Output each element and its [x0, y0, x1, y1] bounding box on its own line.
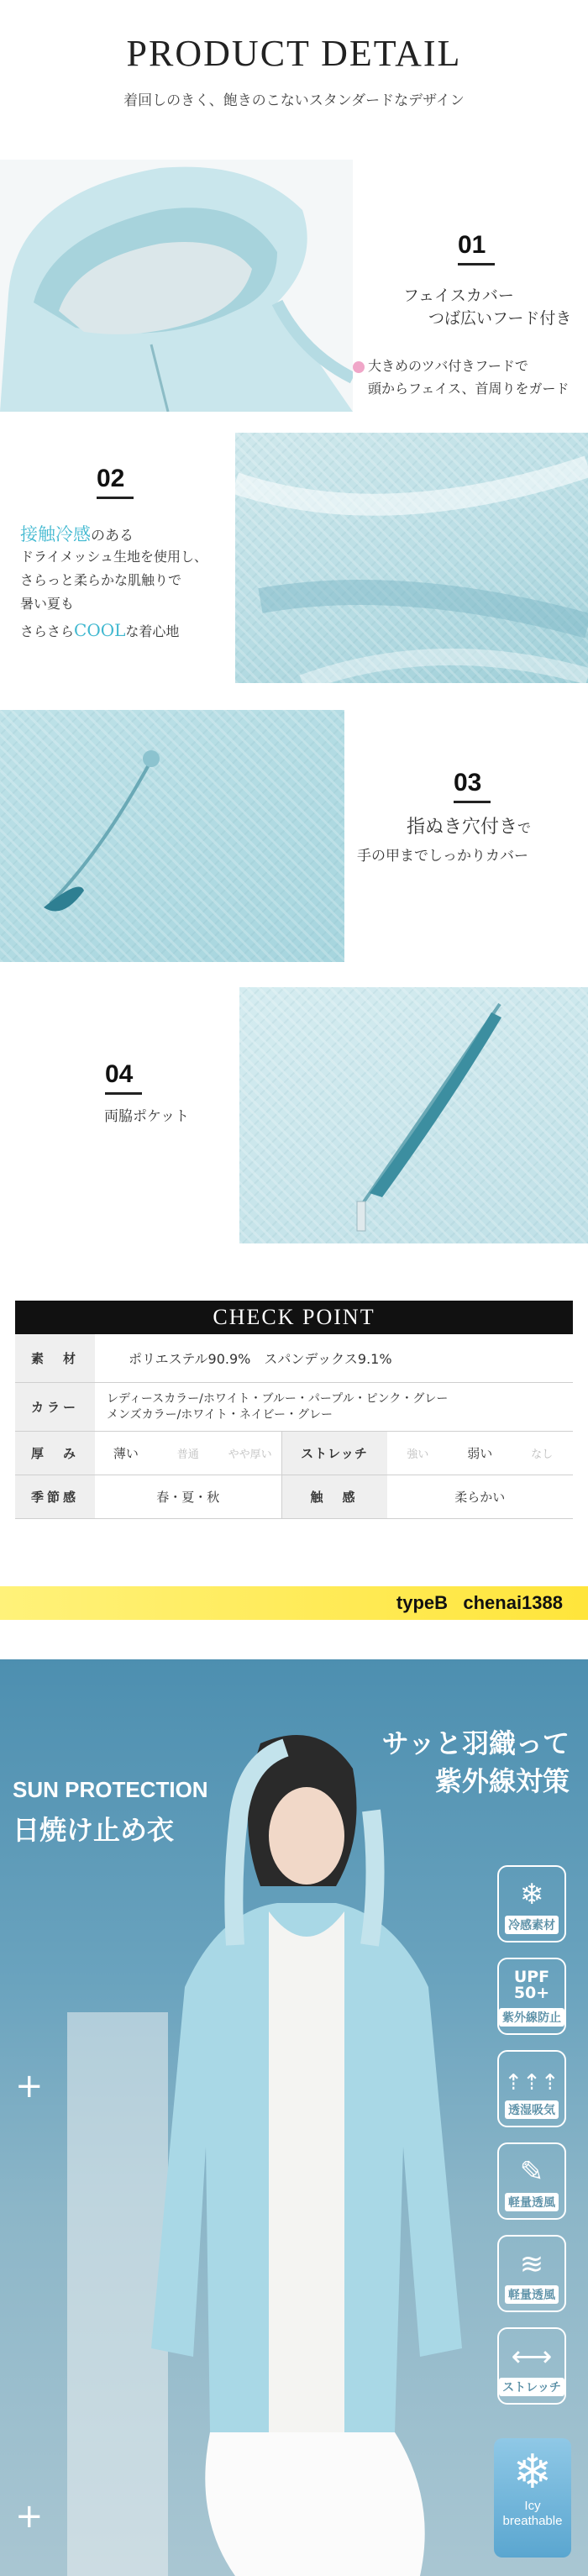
type-b-label: typeB chenai1388 — [396, 1592, 563, 1613]
feature-badges — [497, 1865, 571, 2420]
thickness-stretch-row — [15, 1432, 573, 1475]
color-row — [15, 1383, 573, 1432]
touch-value: 柔らかい — [454, 1490, 506, 1505]
snowflake-icon: ❄ — [519, 1878, 544, 1911]
check-point-table — [15, 1301, 573, 1519]
stretch-option-none: なし — [531, 1448, 554, 1461]
pocket-zipper-illustration — [239, 987, 588, 1243]
badge-breathable: ≋ 軽量透風 — [497, 2235, 566, 2312]
section-04-line-1: 両脇ポケット — [104, 1108, 190, 1125]
section-02-line-3: さらっと柔らかな肌触りで — [20, 572, 182, 588]
plus-icon: + — [15, 2067, 44, 2105]
cool-touch-highlight: 接触冷感 — [20, 524, 91, 544]
pink-dot-icon — [353, 361, 365, 373]
section-number-04: 04 — [105, 1060, 142, 1095]
material-value: ポリエステル90.9% スパンデックス9.1% — [129, 1351, 392, 1367]
hero-copy-line-2: 紫外線対策 — [434, 1765, 570, 1797]
badge-uv-protection: UPF 50+ 紫外線防止 — [497, 1958, 566, 2035]
sun-protection-en: SUN PROTECTION — [13, 1777, 208, 1802]
section-02-line-5: さらさらCOOLな着心地 — [20, 620, 180, 640]
type-b-banner — [0, 1586, 588, 1620]
color-label: カラー — [15, 1383, 95, 1431]
section-number-03: 03 — [454, 769, 491, 803]
section-03-line-1: 指ぬき穴付きで — [407, 817, 532, 838]
badge-stretch: ⟷ ストレッチ — [497, 2327, 566, 2405]
stretch-option-strong: 強い — [407, 1448, 429, 1461]
pocket-photo — [239, 987, 588, 1243]
section-01-desc-2: 頭からフェイス、首周りをガード — [368, 381, 570, 397]
hero-copy-line-1: サッと羽織って — [381, 1727, 570, 1759]
hero-banner — [0, 1659, 588, 2576]
section-02-line-2: ドライメッシュ生地を使用し、 — [20, 549, 208, 565]
page-title: PRODUCT DETAIL — [126, 33, 462, 74]
stretch-label: ストレッチ — [282, 1432, 387, 1475]
thickness-label: 厚 み — [15, 1432, 95, 1475]
section-01-line-2: つば広いフード付き — [428, 309, 572, 328]
section-02-line-4: 暑い夏も — [20, 596, 75, 612]
section-01-line-1: フェイスカバー — [403, 287, 514, 305]
plus-icon: + — [15, 2497, 44, 2536]
thickness-option-normal: 普通 — [176, 1448, 199, 1461]
thickness-option-thick: やや厚い — [228, 1448, 272, 1461]
wind-icon: ≋ — [519, 2247, 544, 2281]
section-03-line-2: 手の甲までしっかりカバー — [357, 848, 528, 865]
section-number-01: 01 — [458, 231, 495, 265]
material-label: 素 材 — [15, 1334, 95, 1382]
cuff-photo — [0, 710, 344, 962]
badge-moisture: ⇡⇡⇡ 透湿吸気 — [497, 2050, 566, 2127]
badge-cool-material: ❄ 冷感素材 — [497, 1865, 566, 1943]
product-code: chenai1388 — [463, 1592, 563, 1613]
season-touch-row — [15, 1475, 573, 1519]
icy-breathable-badge: ❄ Icy breathable — [494, 2438, 571, 2558]
material-row — [15, 1334, 573, 1383]
moisture-icon: ⇡⇡⇡ — [504, 2070, 559, 2095]
section-number-02: 02 — [97, 465, 134, 499]
fabric-photo — [235, 433, 588, 683]
section-02-line-1: 接触冷感のある — [20, 524, 134, 544]
season-value: 春・夏・秋 — [95, 1475, 282, 1518]
hood-illustration — [0, 160, 353, 412]
check-point-title: CHECK POINT — [15, 1301, 573, 1334]
product-detail-header — [0, 0, 588, 126]
fabric-folds — [235, 433, 588, 683]
stretch-scale — [387, 1432, 574, 1475]
feather-icon: ✎ — [519, 2155, 544, 2189]
color-value: レディースカラー/ホワイト・ブルー・パープル・ピンク・グレー メンズカラー/ホワイト・ネイビー・グレー — [107, 1391, 449, 1422]
cool-highlight: COOL — [74, 620, 126, 640]
upf-icon: UPF 50+ — [513, 1968, 550, 2002]
badge-lightweight: ✎ 軽量透風 — [497, 2142, 566, 2220]
season-label: 季節感 — [15, 1475, 95, 1518]
snowflake-icon: ❄ — [512, 2445, 553, 2500]
stretch-option-weak: 弱い — [467, 1446, 493, 1461]
touch-label: 触 感 — [282, 1475, 387, 1518]
section-01-desc-1: 大きめのツバ付きフードで — [368, 358, 528, 374]
thickness-scale — [95, 1432, 282, 1475]
thumbhole-illustration — [0, 710, 344, 962]
thickness-option-thin: 薄い — [113, 1446, 139, 1461]
stretch-icon: ⟷ — [511, 2340, 553, 2374]
sun-protection-jp: 日焼け止め衣 — [13, 1814, 175, 1846]
page-subtitle: 着回しのきく、飽きのこないスタンダードなデザイン — [123, 92, 465, 109]
hood-photo — [0, 160, 353, 412]
